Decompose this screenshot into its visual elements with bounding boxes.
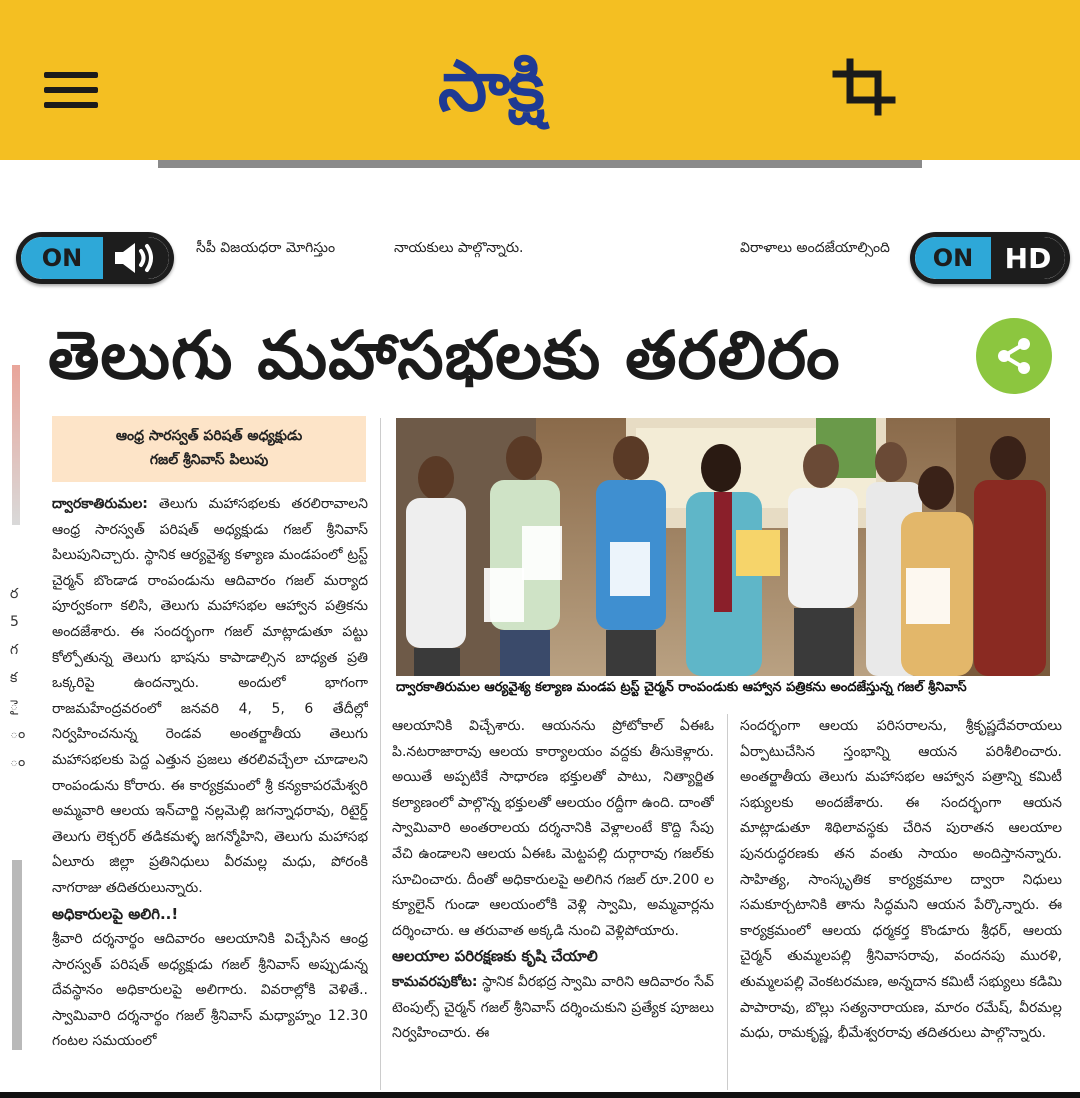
dateline: ద్వారకాతిరుమల: [52,496,148,512]
left-edge-clipping-lower [12,860,22,1050]
share-icon [993,335,1035,377]
subheading-line-1: ఆంధ్ర సారస్వత్ పరిషత్ అధ్యక్షుడు [115,428,303,444]
dateline: కామవరపుకోట: [392,973,478,990]
sakshi-logo[interactable] [438,38,648,134]
top-strip-right: విరాళాలు అందజేయాల్సింది [740,240,890,256]
edge-char: 5 [10,614,19,630]
bottom-edge [0,1092,1080,1098]
hd-toggle-state: ON [915,237,991,279]
article-column-3 [740,714,1062,1094]
photo-caption: ద్వారకాతిరుమల ఆర్యవైశ్య కల్యాణ మండప ట్రస్ట్ చైర్మన్ రాంపండుకు ఆహ్వాన పత్రికను అందజేస్తున్న గజల్ శ్రీనివాస్ [396,680,967,695]
article-column-2 [392,714,714,1094]
article-headline: తెలుగు మహాసభలకు తరలిరం [48,317,841,394]
hamburger-menu-icon[interactable] [44,72,98,112]
paragraph [52,492,368,902]
paragraph: సందర్భంగా ఆలయ పరిసరాలను, శ్రీకృష్ణదేవరాయలు ఏర్పాటుచేసిన స్తంభాన్ని ఆయన పరిశీలించారు. అంతర్జాతీయ తెలుగు మహాసభల ఆహ్వాన పత్రాన్ని కమిటీ సభ్యులకు అందజేశారు. ఈ సందర్భంగా ఆయన మాట్లాడుతూ శిథిలావస్థకు చేరిన పురాతన ఆలయాల పునరుద్ధరణకు తన వంతు సాయం అందిస్తానన్నారు. సాహిత్య, సాంస్కృతిక కార్యక్రమాల ద్వారా నిధులు సమకూర్చటానికి తాను సిద్ధమని ఆయన పేర్కొన్నారు. ఈ కార్యక్రమంలో ఆలయ ధర్మకర్త కొండూరు శ్రీధర్, ఆలయ చైర్మన్ తుమ్మలపల్లి శ్రీనివాసరావు, వందనపు మురళి, తుమ్మలపల్లి వెంకటరమణ, అన్నదాన కమిటీ సభ్యులు కడిమి పాపారావు, బొల్లు సత్యనారాయణ, మారం రమేష్, వీరమల్ల మధు, రామకృష్ణ, భీమేశ్వరరావు తదితరులు పాల్గొన్నారు. [740,718,1062,1042]
share-button[interactable] [976,318,1052,394]
paragraph-text: తెలుగు మహాసభలకు తరలిరావాలని ఆంధ్ర సారస్వత్ పరిషత్ అధ్యక్షుడు గజల్ శ్రీనివాస్ పిలుపునిచ్చారు. స్థానిక ఆర్యవైశ్య కళ్యాణ మండపంలో ట్రస్ట్ చైర్మన్ బొండాడ రాంపండును ఆదివారం గజల్ మర్యాద పూర్వకంగా కలిసి, తెలుగు మహాసభల ఆహ్వాన పత్రికను అందజేశారు. ఈ సందర్భంగా గజల్ మాట్లాడుతూ పట్టు కోల్పోతున్న తెలుగు భాషను కాపాడాల్సిన బాధ్యత ప్రతి ఒక్కరిపై ఉందన్నారు. అందులో భాగంగా రాజమహేంద్రవరంలో జనవరి 4, 5, 6 తేదీల్లో నిర్వహించనున్న రెండవ అంతర్జాతీయ తెలుగు మహాసభలకు పెద్ద ఎత్తున ప్రజలు తరలివచ్చేలా చూడాలని రాంపండును కోరారు. ఈ కార్యక్రమంలో శ్రీ కన్యకాపరమేశ్వరి అమ్మవారి ఆలయ ఇన్‌చార్జి నల్లమెల్లి జగన్నాధరావు, రిటైర్డ్ తెలుగు లెక్చరర్ తడికమళ్ళ జగన్మోహిని, తెలుగు మహాసభ ఏలూరు జిల్లా ప్రతినిధులు వీరమల్ల మధు, పోరంకి నాగరాజు తదితరులున్నారు. [52,496,368,896]
hd-toggle[interactable] [910,232,1070,284]
top-strip-left: సీపీ విజయధరా మోగిస్తుం [196,240,336,256]
logo-text: సాక్షి [438,45,543,127]
column-divider [380,418,381,1090]
article-photo[interactable] [396,418,1050,676]
article-subheading [52,416,366,482]
appbar-divider [158,160,922,168]
edge-char: ం [10,726,26,742]
left-edge-fragments [10,580,30,776]
edge-char: ై [10,698,19,714]
top-app-bar [0,0,1080,160]
top-strip-middle: నాయకులు పాల్గొన్నారు. [394,240,524,256]
paragraph-text: స్థానిక వీరభద్ర స్వామి వారిని ఆదివారం సేవ్ టెంపుల్స్ చైర్మన్ గజల్ శ్రీనివాస్ దర్శించుకుని ప్రత్యేక పూజలు నిర్వహించారు. ఈ [392,973,714,1042]
left-edge-clipping [12,365,20,525]
article-column-1 [52,492,368,1092]
inline-subheading: ఆలయాల పరిరక్షణకు కృషి చేయాలి [392,947,598,966]
hd-label: HD [991,237,1065,279]
crop-icon[interactable] [830,56,900,116]
paragraph: శ్రీవారి దర్శనార్థం ఆదివారం ఆలయానికి విచ్చేసిన ఆంధ్ర సారస్వత్ పరిషత్ అధ్యక్షుడు గజల్ శ్రీనివాస్ అప్పుడున్న దేవస్థానం అధికారులపై అలిగారు. వివరాల్లోకి వెళితే.. స్వామివారి దర్శనార్థం గజల్ శ్రీనివాస్ మధ్యాహ్నం 12.30 గంటల సమయంలో [52,931,368,1050]
inline-subheading: అధికారులపై అలిగి..! [52,904,179,923]
edge-char: ర [10,586,19,602]
edge-char: గ [10,642,19,658]
audio-toggle[interactable] [16,232,174,284]
audio-toggle-state: ON [21,237,103,279]
column-divider [727,714,728,1090]
edge-char: ం [10,754,26,770]
edge-char: క [10,670,18,686]
paragraph: ఆలయానికి విచ్చేశారు. ఆయనను ప్రోటోకాల్ ఏఈఓ పి.నటరాజారావు ఆలయ కార్యాలయం వద్దకు తీసుకెళ్లారు. అయితే అప్పటికే సాధారణ భక్తులతో పాటు, నిత్యార్జిత కల్యాణంలో పాల్గొన్న భక్తులతో ఆలయం రద్దీగా ఉంది. దాంతో స్వామివారి అంతరాలయ దర్శనానికి వెళ్లాలంటే కొద్ది సేపు వేచి ఉండాలని ఆలయ ఏఈఓ మెట్టపల్లి దుర్గారావు గజల్‌కు సూచించారు. దీంతో అధికారులపై అలిగిన గజల్ రూ.200 ల క్యూలైన్ గుండా ఆలయంలోకి వెళ్లి స్వామి, అమ్మవార్లను దర్శించారు. ఆ తరువాత అక్కడి నుంచి వెళ్లిపోయారు. [392,718,714,939]
subheading-line-2: గజల్ శ్రీనివాస్ పిలుపు [149,452,269,468]
speaker-icon [103,237,169,279]
paragraph [392,970,714,1047]
